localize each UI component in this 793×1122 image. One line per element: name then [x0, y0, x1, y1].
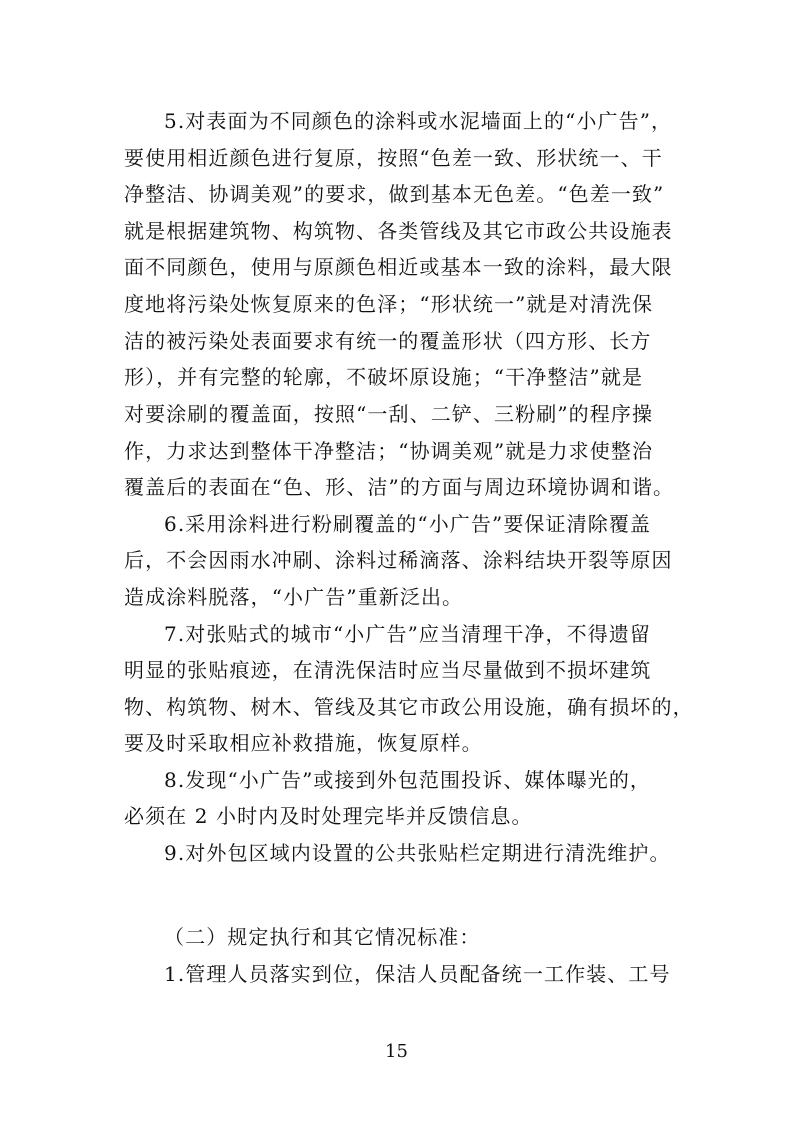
- paragraph-5-line-8: 形），并有完整的轮廓，不破坏原设施；“干净整洁”就是: [124, 365, 644, 389]
- paragraph-1-line-1: 1.管理人员落实到位，保洁人员配备统一工作装、工号: [164, 962, 671, 986]
- paragraph-6-line-2: 后，不会因雨水冲刷、涂料过稀滴落、涂料结块开裂等原因: [124, 548, 673, 572]
- paragraph-5-line-11: 覆盖后的表面在“色、形、洁”的方面与周边环境协调和谐。: [124, 475, 675, 499]
- page-number: 15: [385, 1041, 408, 1062]
- paragraph-9-line-1: 9.对外包区域内设置的公共张贴栏定期进行清洗维护。: [164, 841, 671, 865]
- paragraph-6-line-1: 6.采用涂料进行粉刷覆盖的“小广告”要保证清除覆盖: [164, 512, 652, 536]
- paragraph-8-line-1: 8.发现“小广告”或接到外包范围投诉、媒体曝光的，: [164, 768, 652, 792]
- paragraph-7-line-3: 物、构筑物、树木、管线及其它市政公用设施，确有损坏的，: [124, 695, 694, 719]
- paragraph-5-line-3: 净整洁、协调美观”的要求，做到基本无色差。“色差一致”: [124, 182, 665, 206]
- paragraph-5-line-4: 就是根据建筑物、构筑物、各类管线及其它市政公共设施表: [124, 219, 673, 243]
- paragraph-5-line-1: 5.对表面为不同颜色的涂料或水泥墙面上的“小广告”，: [164, 109, 673, 133]
- paragraph-5-line-6: 度地将污染处恢复原来的色泽；“形状统一”就是对清洗保: [124, 292, 654, 316]
- paragraph-7-line-2: 明显的张贴痕迹，在清洗保洁时应当尽量做到不损坏建筑: [124, 658, 652, 682]
- paragraph-8-line-2: 必须在 2 小时内及时处理完毕并反馈信息。: [124, 804, 533, 828]
- paragraph-5-line-2: 要使用相近颜色进行复原，按照“色差一致、形状统一、干: [124, 146, 663, 170]
- paragraph-5-line-7: 洁的被污染处表面要求有统一的覆盖形状（四方形、长方: [124, 329, 652, 353]
- paragraph-7-line-1: 7.对张贴式的城市“小广告”应当清理干净，不得遗留: [164, 622, 652, 646]
- paragraph-5-line-9: 对要涂刷的覆盖面，按照“一刮、二铲、三粉刷”的程序操: [124, 402, 654, 426]
- paragraph-6-line-3: 造成涂料脱落，“小广告”重新泛出。: [124, 585, 464, 609]
- section-heading: （二）规定执行和其它情况标准：: [164, 925, 481, 949]
- paragraph-5-line-5: 面不同颜色，使用与原颜色相近或基本一致的涂料，最大限: [124, 255, 673, 279]
- paragraph-7-line-4: 要及时采取相应补救措施，恢复原样。: [124, 731, 483, 755]
- paragraph-5-line-10: 作，力求达到整体干净整洁；“协调美观”就是力求使整治: [124, 439, 654, 463]
